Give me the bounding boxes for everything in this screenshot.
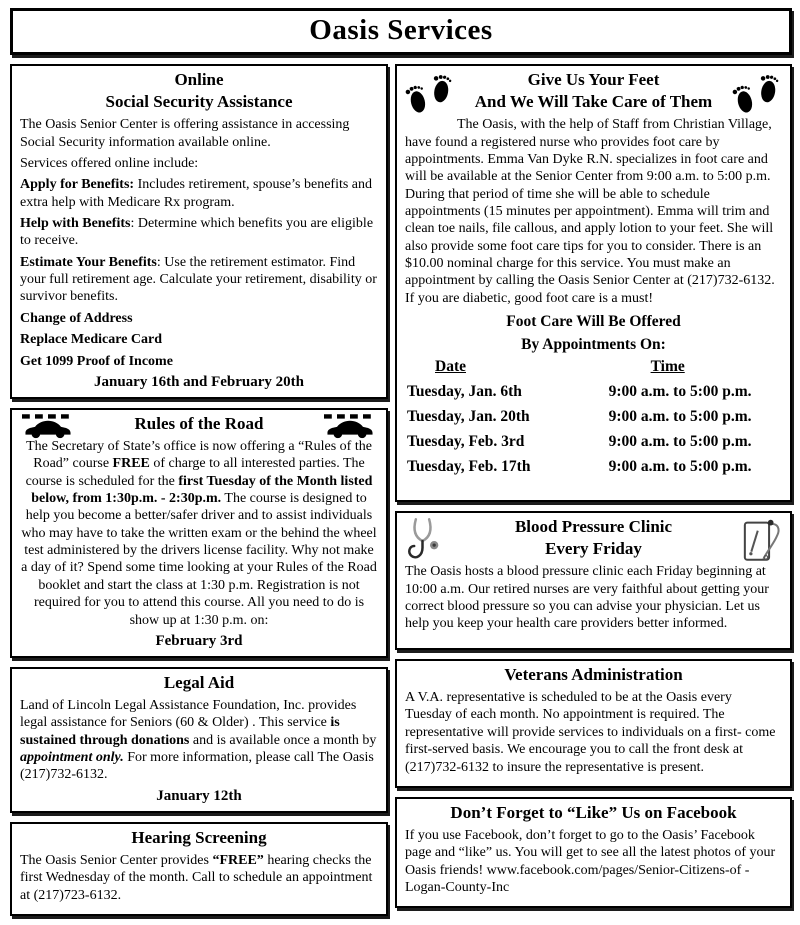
footprints-icon [405,69,455,121]
schedule-time: 9:00 a.m. to 5:00 p.m. [608,433,752,451]
service-item-1099: Get 1099 Proof of Income [20,353,173,369]
stethoscope-icon [405,516,445,566]
rules-title: Rules of the Road [134,413,264,433]
hearing-paragraph: The Oasis Senior Center provides “FREE” hearing checks the first Wednesday of the month. Call to schedule an appointment at (217)723-6132. [20,852,373,903]
foot-care-schedule-title1: Foot Care Will Be Offered [506,313,681,331]
table-row [405,458,782,476]
blood-pressure-header [405,516,782,560]
service-item-help: Help with Benefits: Determine which benefits you are eligible to receive. [20,215,374,249]
veterans-paragraph: A V.A. representative is scheduled to be at the Oasis every Tuesday of each month. No appointment is required. The representative will provide services to individuals on a first- come first-served basis. We encourage you to call the front desk at (217)732-6132 to insure the representative is present. [405,690,776,775]
page-title-box [10,8,792,55]
footprints-icon [732,69,782,121]
blood-pressure-cuff-icon [740,516,782,568]
section-blood-pressure [395,511,792,650]
foot-care-paragraph: The Oasis, with the help of Staff from Christian Village, have found a registered nurse who provides foot care by appointments. Emma Van Dyke R.N. specializes in foot care and will be available at the Senior Center from 9:00 a.m. to 5:00 p.m. During that period of time she will be able to schedule appointments (15 minutes per appointment). Emma will trim and clean toe nails, file callous, and apply lotion to your feet. She will also provide some foot care tips for you to consider. There is an $10.00 nominal charge for this service. You must make an appointment by calling the Oasis Senior Center at (217)732-6132. If you are diabetic, good foot care is a must! [405,117,775,306]
section-legal-aid [10,667,388,813]
foot-care-schedule-title2: By Appointments On: [521,335,666,353]
section-facebook [395,797,792,909]
service-item-change-address: Change of Address [20,310,133,326]
schedule-date: Tuesday, Feb. 3rd [407,433,525,451]
schedule-date: Tuesday, Jan. 6th [407,383,522,401]
veterans-title: Veterans Administration [504,665,683,684]
blood-pressure-title-line2: Every Friday [545,539,642,559]
schedule-date: Tuesday, Jan. 20th [407,408,530,426]
social-security-dates: January 16th and February 20th [93,373,305,390]
social-security-title-line2: Social Security Assistance [105,92,293,112]
schedule-date: Tuesday, Feb. 17th [407,458,531,476]
car-icon [322,413,378,439]
content-columns [10,64,792,925]
foot-care-schedule-table [405,358,782,476]
section-foot-care [395,64,792,502]
page-title: Oasis Services [309,14,493,46]
rules-header [20,413,378,435]
legal-aid-title: Legal Aid [163,672,235,692]
foot-care-title-line2: And We Will Take Care of Them [474,92,713,112]
time-column-header: Time [650,358,685,376]
legal-aid-paragraph: Land of Lincoln Legal Assistance Foundation, Inc. provides legal assistance for Seniors (60 & Older) . This service is sustained through donations and is available once a month by appointment only. For more information, please call The Oasis (217)732-6132. [20,698,377,783]
schedule-time: 9:00 a.m. to 5:00 p.m. [608,458,752,476]
section-veterans [395,659,792,788]
social-security-intro: The Oasis Senior Center is offering assistance in accessing Social Security information available online. [20,117,350,150]
right-column [395,64,792,917]
rules-date: February 3rd [155,632,243,649]
table-row [405,433,782,451]
foot-care-header [405,69,782,113]
social-security-services-lead: Services offered online include: [20,155,199,171]
hearing-title: Hearing Screening [131,827,267,847]
schedule-header-row [405,358,782,376]
schedule-time: 9:00 a.m. to 5:00 p.m. [608,383,752,401]
blood-pressure-title-line1: Blood Pressure Clinic [514,517,673,536]
foot-care-title-line1: Give Us Your Feet [527,70,660,89]
schedule-time: 9:00 a.m. to 5:00 p.m. [608,408,752,426]
left-column [10,64,388,925]
facebook-paragraph: If you use Facebook, don’t forget to go to the Oasis’ Facebook page and “like” us. You will get to see all the latest photos of your Oasis friends! www.facebook.com/pages/Senior-Citizens-of -Logan-County-Inc [405,827,776,896]
legal-aid-date: January 12th [156,787,242,804]
section-rules-of-the-road [10,408,388,658]
facebook-title: Don’t Forget to “Like” Us on Facebook [450,802,737,822]
date-column-header: Date [435,358,466,376]
car-icon [20,413,76,439]
table-row [405,383,782,401]
section-hearing-screening [10,822,388,916]
service-item-apply: Apply for Benefits: Includes retirement, spouse’s benefits and extra help with Medicare Rx program. [20,177,373,210]
rules-paragraph: The Secretary of State’s office is now offering a “Rules of the Road” course FREE of charge to all interested parties. The course is scheduled for the first Tuesday of the Month listed below, from 1:30p.m. - 2:30p.m. The course is designed to help you become a better/safer driver and to assist individuals who may have to take the written exam or the behind the wheel test administered by the drivers license facility. Why not make a day of it? Spend some time looking at your Rules of the Road booklet and start the class at 1:30 p.m. Registration is not required for you to attend this course. All you need to do is show up at 1:30 p.m. on: [21,438,377,628]
table-row [405,408,782,426]
service-item-replace-card: Replace Medicare Card [20,332,163,348]
blood-pressure-paragraph: The Oasis hosts a blood pressure clinic each Friday beginning at 10:00 a.m. Our retired nurses are very faithful about getting your correct blood pressure so you can advise your physician. Let us help you keep your health care providers better informed. [405,564,769,632]
section-social-security [10,64,388,399]
social-security-title-line1: Online [174,70,224,89]
service-item-estimate: Estimate Your Benefits: Use the retirement estimator. Find your full retirement age. Calculate your retirement, disability or survivor benefits. [20,254,377,305]
